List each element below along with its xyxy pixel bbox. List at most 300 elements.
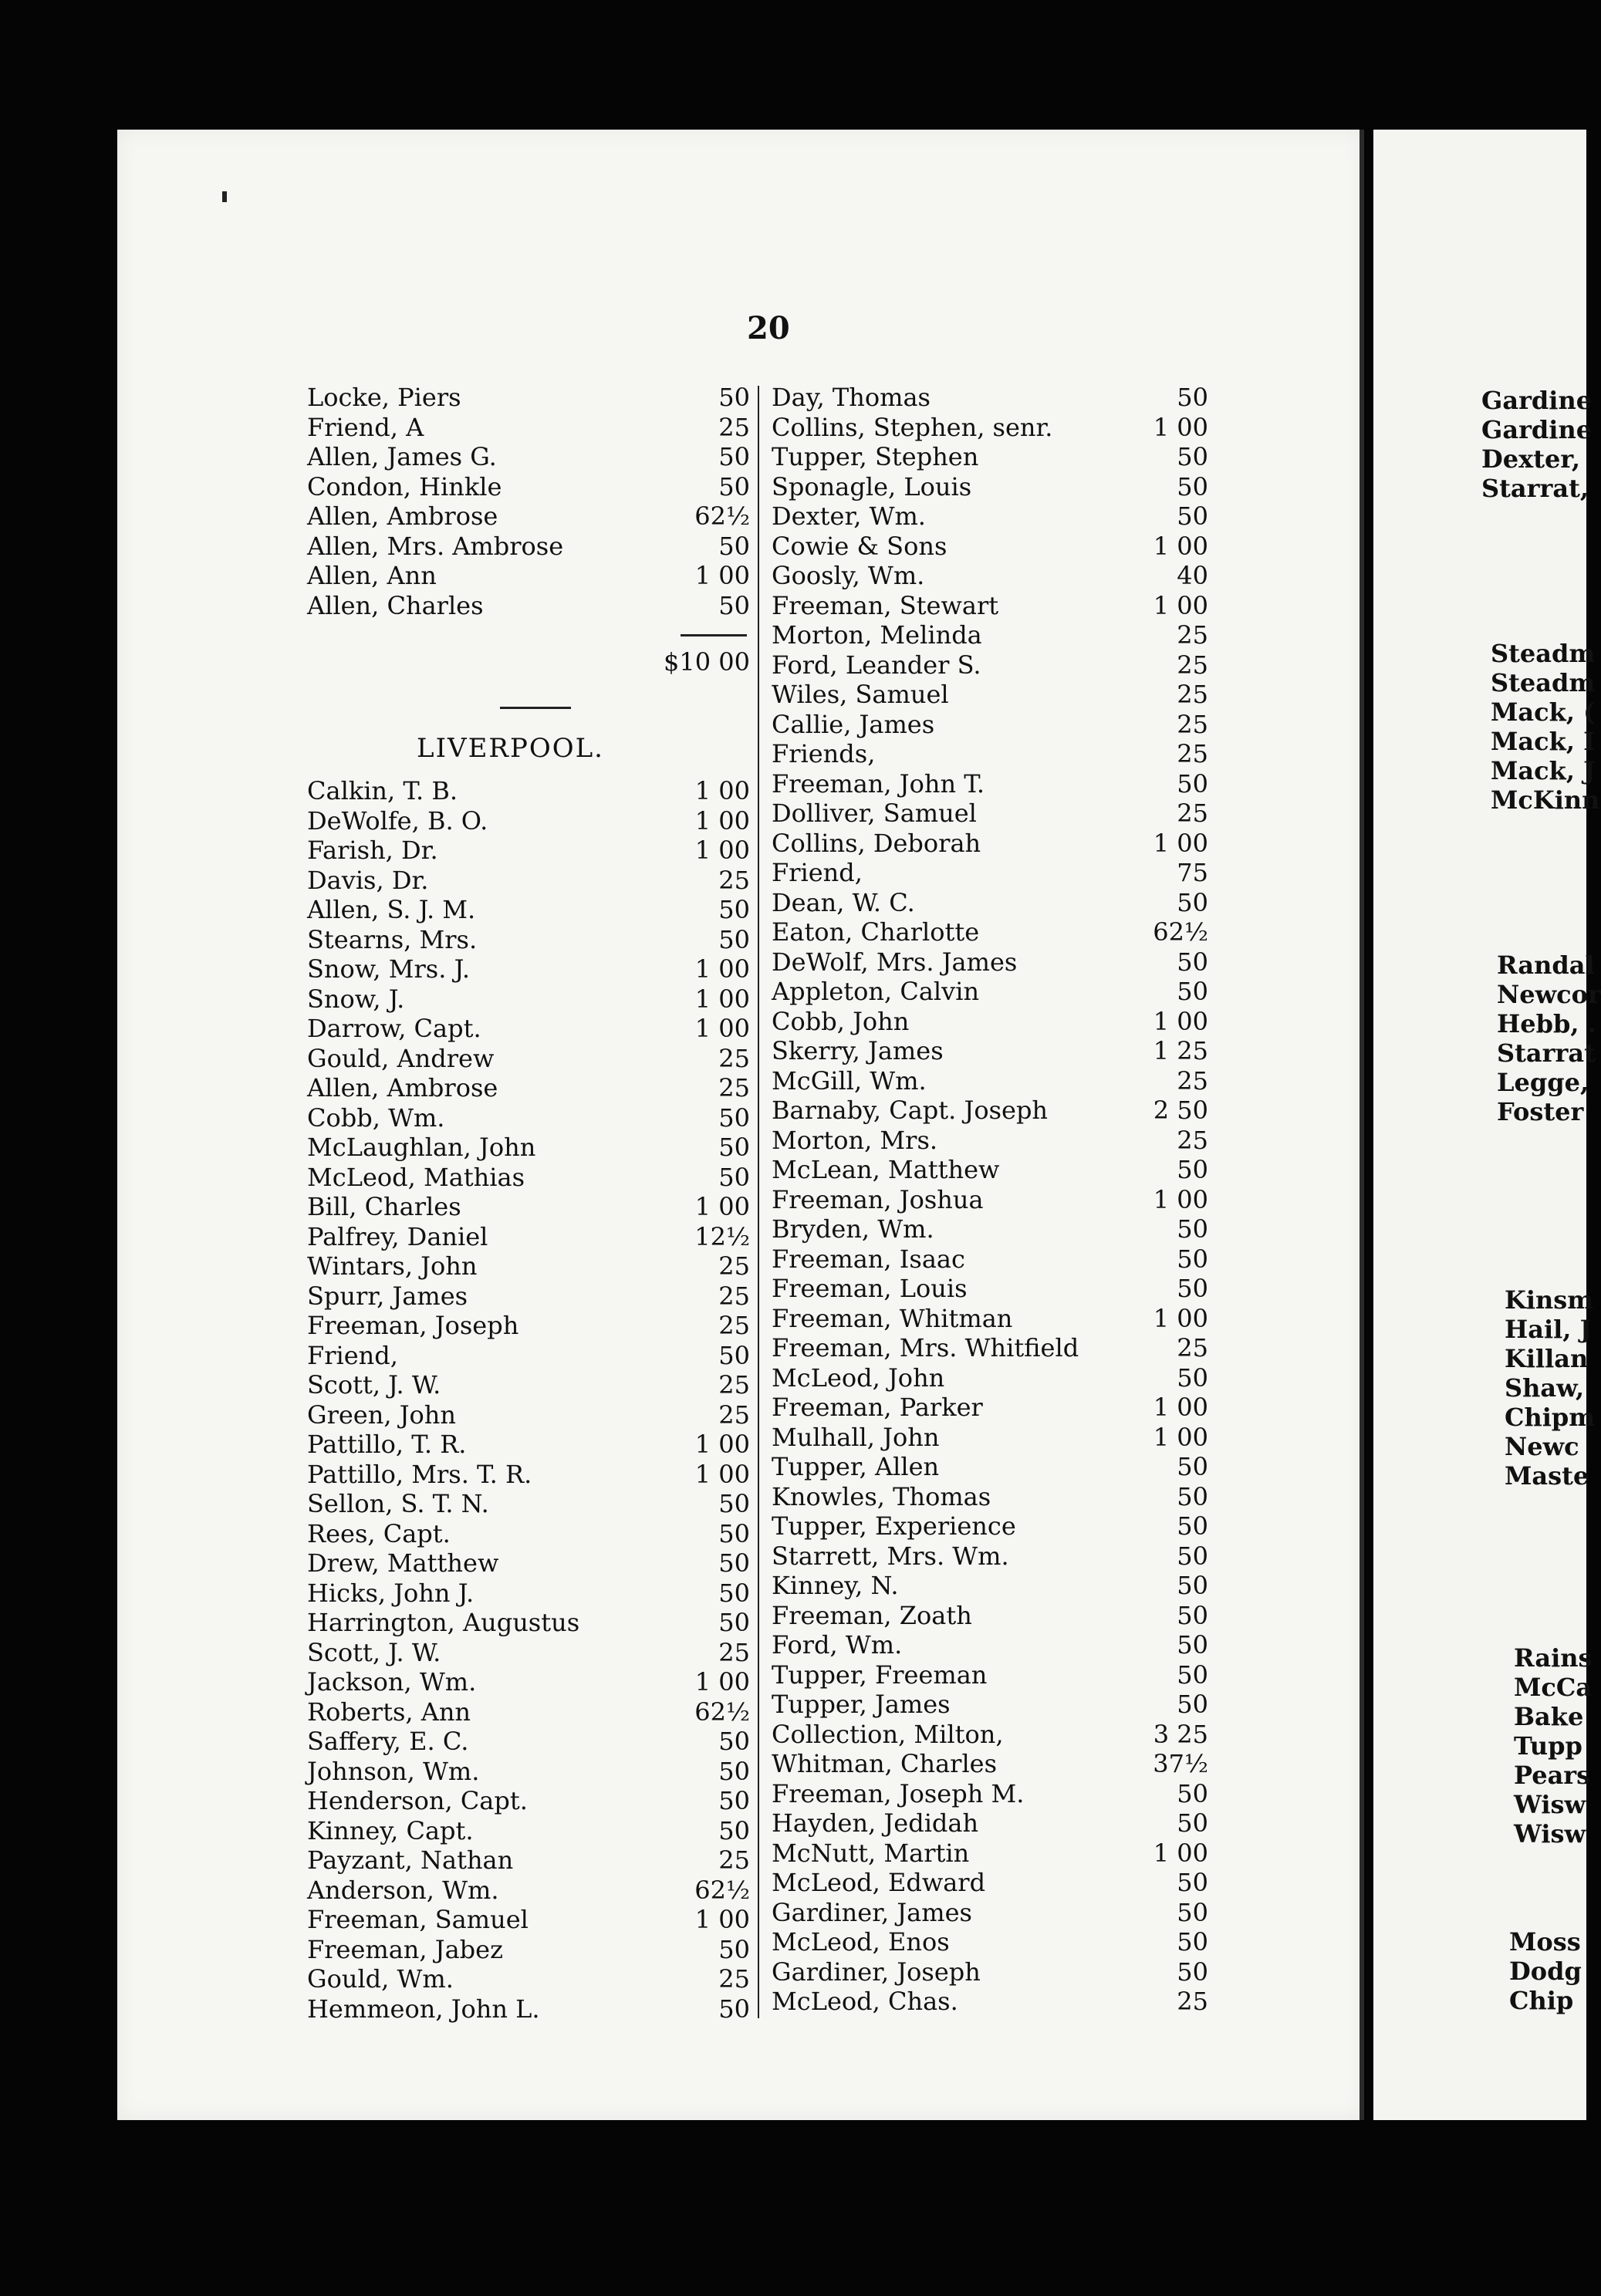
entry-name: Morton, Melinda [772, 620, 982, 650]
entry-amount: 1 25 [1153, 1036, 1208, 1065]
entry-name: Scott, J. W. [307, 1370, 441, 1400]
entry-name: Hemmeon, John L. [307, 1994, 540, 2024]
entry-name: Rees, Capt. [307, 1518, 451, 1548]
ink-mark [222, 191, 227, 202]
right-page-entry: Tupp [1514, 1731, 1582, 1761]
list-entry [307, 1073, 750, 1102]
list-entry [772, 1126, 1208, 1155]
list-entry [772, 1749, 1208, 1778]
entry-amount: 1 00 [694, 561, 750, 590]
list-entry [307, 532, 750, 561]
list-entry [772, 710, 1208, 739]
list-entry [307, 925, 750, 954]
list-entry [307, 1727, 750, 1756]
entry-amount: 50 [1177, 1957, 1208, 1987]
entry-amount: 25 [718, 1251, 750, 1281]
entry-amount: 50 [1177, 1630, 1208, 1660]
list-entry [307, 1905, 750, 1934]
list-entry [307, 1845, 750, 1875]
entry-name: McLaughlan, John [307, 1133, 536, 1162]
list-entry [307, 1222, 750, 1251]
entry-amount: 50 [718, 442, 750, 471]
entry-name: Bryden, Wm. [772, 1214, 934, 1244]
entry-amount: 25 [718, 1043, 750, 1073]
entry-name: Freeman, Whitman [772, 1303, 1013, 1333]
entry-name: McLeod, Enos [772, 1927, 950, 1957]
entry-name: Kinney, N. [772, 1571, 899, 1600]
entry-amount: 25 [1177, 620, 1208, 650]
list-entry [772, 1333, 1208, 1362]
entry-name: Dean, W. C. [772, 887, 915, 917]
right-page-entry: Killan [1505, 1344, 1589, 1373]
list-entry [307, 1103, 750, 1133]
entry-amount: 1 00 [1153, 1838, 1208, 1868]
entry-name: Palfrey, Daniel [307, 1221, 488, 1251]
right-page-entry: Dodg [1509, 1957, 1582, 1986]
entry-name: Knowles, Thomas [772, 1481, 991, 1511]
entry-amount: 1 00 [694, 776, 750, 805]
list-entry [307, 1341, 750, 1370]
entry-amount: 25 [718, 1311, 750, 1340]
list-entry [307, 1964, 750, 1994]
entry-name: Allen, Mrs. Ambrose [307, 531, 564, 561]
list-entry [772, 383, 1208, 412]
entry-amount: 25 [718, 1370, 750, 1400]
list-entry [307, 1192, 750, 1221]
entry-name: Davis, Dr. [307, 865, 429, 895]
entry-amount: 50 [718, 924, 750, 954]
entry-amount: 50 [1177, 442, 1208, 471]
list-entry [307, 1757, 750, 1786]
list-entry [307, 413, 750, 442]
list-entry [772, 1779, 1208, 1808]
entry-amount: 50 [1177, 1244, 1208, 1274]
entry-amount: 50 [718, 383, 750, 412]
entry-name: Ford, Leander S. [772, 650, 981, 680]
right-page-entry: Wisw [1514, 1819, 1586, 1849]
entry-amount: 37½ [1153, 1749, 1208, 1778]
entry-name: Sponagle, Louis [772, 471, 972, 501]
entry-amount: 50 [718, 1102, 750, 1133]
entry-name: McLeod, Mathias [307, 1162, 525, 1192]
list-entry [307, 1578, 750, 1608]
entry-amount: 62½ [1153, 917, 1208, 947]
entry-name: McNutt, Martin [772, 1838, 970, 1868]
right-page-entry: Hail, J [1505, 1315, 1592, 1344]
list-entry [307, 1370, 750, 1400]
entry-amount: 1 00 [1153, 1303, 1208, 1333]
entry-amount: 1 00 [1153, 1006, 1208, 1036]
list-entry [307, 1697, 750, 1727]
entry-name: Collection, Milton, [772, 1719, 1004, 1749]
list-entry [772, 1898, 1208, 1927]
right-page-entry: Bake [1514, 1702, 1584, 1731]
entry-amount: 50 [1177, 1868, 1208, 1897]
list-entry [772, 1036, 1208, 1065]
right-page-entry: McCa [1514, 1673, 1593, 1702]
entry-name: Saffery, E. C. [307, 1727, 469, 1756]
list-entry [307, 1786, 750, 1815]
entry-name: Gould, Wm. [307, 1964, 454, 1994]
entry-name: Snow, J. [307, 984, 405, 1014]
entry-name: Johnson, Wm. [307, 1756, 480, 1786]
entry-name: Wiles, Samuel [772, 680, 949, 709]
list-entry [307, 866, 750, 895]
entry-amount: 50 [718, 1578, 750, 1608]
list-entry [772, 1066, 1208, 1096]
right-page-entry: Gardine [1481, 415, 1593, 444]
entry-name: Freeman, Mrs. Whitfield [772, 1333, 1079, 1362]
list-entry [772, 591, 1208, 620]
entry-amount: 50 [1177, 1362, 1208, 1393]
right-page-entry: Rains [1514, 1643, 1593, 1673]
entry-name: Cobb, Wm. [307, 1102, 445, 1133]
list-entry [307, 472, 750, 501]
list-entry [772, 680, 1208, 709]
entry-amount: 50 [1177, 501, 1208, 531]
entry-name: Friend, [772, 858, 863, 887]
list-entry [307, 1430, 750, 1459]
right-page-entry: McKinn [1491, 785, 1600, 815]
entry-name: Allen, S. J. M. [307, 895, 476, 924]
entry-name: Tupper, James [772, 1690, 951, 1719]
right-page-entry: Mack, ( [1491, 697, 1596, 727]
entry-amount: 50 [718, 1994, 750, 2024]
entry-name: Freeman, Stewart [772, 590, 999, 620]
entry-amount: 3 25 [1153, 1719, 1208, 1749]
entry-name: McLean, Matthew [772, 1155, 1000, 1184]
list-entry [307, 1133, 750, 1162]
right-page-entry: Chip [1509, 1986, 1574, 2015]
list-entry [307, 1163, 750, 1192]
entry-name: Callie, James [772, 709, 935, 739]
list-entry [772, 1274, 1208, 1303]
entry-amount: 50 [718, 1133, 750, 1162]
entry-amount: 25 [718, 1637, 750, 1667]
entry-amount: 1 00 [1153, 828, 1208, 858]
entry-amount: 50 [1177, 1481, 1208, 1511]
list-entry [307, 591, 750, 620]
list-entry [772, 829, 1208, 858]
entry-amount: 50 [718, 1548, 750, 1578]
entry-name: DeWolfe, B. O. [307, 805, 488, 836]
entry-name: Ford, Wm. [772, 1630, 903, 1660]
entry-name: McLeod, Chas. [772, 1987, 958, 2016]
list-entry [307, 1667, 750, 1697]
list-entry [772, 1393, 1208, 1422]
entry-amount: 50 [1177, 1897, 1208, 1927]
list-entry [307, 1460, 750, 1489]
total-rule [681, 634, 747, 636]
entry-amount: 1 00 [1153, 590, 1208, 620]
list-entry [772, 858, 1208, 887]
list-entry [772, 1957, 1208, 1987]
list-entry [307, 984, 750, 1014]
entry-name: Sellon, S. T. N. [307, 1489, 489, 1518]
entry-name: Anderson, Wm. [307, 1875, 499, 1905]
list-entry [772, 1571, 1208, 1600]
list-entry [307, 561, 750, 590]
entry-name: Dolliver, Samuel [772, 799, 977, 828]
entry-amount: 50 [1177, 977, 1208, 1006]
entry-name: DeWolf, Mrs. James [772, 947, 1018, 977]
right-page-entry: Hebb, . [1497, 1009, 1596, 1038]
right-page-entry: Starrat [1497, 1038, 1596, 1068]
entry-amount: 62½ [694, 1875, 750, 1905]
entry-amount: 50 [1177, 1274, 1208, 1303]
entry-name: Friend, A [307, 412, 424, 442]
right-page-entry: Newcor [1497, 980, 1601, 1009]
entry-name: Henderson, Capt. [307, 1786, 528, 1815]
right-page-entry: Mack, I [1491, 727, 1596, 756]
entry-amount: 50 [1177, 768, 1208, 799]
list-entry [772, 1452, 1208, 1481]
entry-amount: 50 [718, 1489, 750, 1518]
right-page-entry: Steadm [1491, 639, 1596, 668]
entry-amount: 1 00 [1153, 1393, 1208, 1422]
entry-amount: 25 [1177, 1987, 1208, 2016]
entry-name: McLeod, Edward [772, 1868, 986, 1897]
list-entry [772, 1185, 1208, 1214]
right-page-entry: Maste [1505, 1461, 1589, 1491]
list-entry [772, 1808, 1208, 1838]
entry-amount: 40 [1177, 561, 1208, 590]
entry-amount: 50 [1177, 1571, 1208, 1600]
entry-name: Condon, Hinkle [307, 471, 502, 501]
right-page-entry: Mack, J [1491, 756, 1596, 785]
list-entry [772, 1630, 1208, 1660]
entry-amount: 1 00 [694, 984, 750, 1014]
entry-name: Dexter, Wm. [772, 501, 926, 531]
list-entry [772, 1363, 1208, 1393]
entry-amount: 25 [1177, 1065, 1208, 1096]
entry-amount: 1 00 [694, 1192, 750, 1221]
entry-name: Allen, James G. [307, 442, 497, 471]
right-page-entry: Kinsm [1505, 1285, 1594, 1315]
list-entry [772, 739, 1208, 768]
entry-amount: 50 [718, 1162, 750, 1192]
list-entry [307, 1044, 750, 1073]
list-entry [772, 917, 1208, 947]
entry-name: Starrett, Mrs. Wm. [772, 1541, 1009, 1571]
entry-amount: 25 [1177, 709, 1208, 739]
entry-name: Friends, [772, 739, 876, 768]
list-entry [307, 776, 750, 805]
list-entry [772, 442, 1208, 471]
list-entry [772, 1927, 1208, 1957]
entry-amount: 62½ [694, 501, 750, 531]
entry-name: Jackson, Wm. [307, 1667, 477, 1697]
list-entry [772, 1541, 1208, 1571]
entry-name: Payzant, Nathan [307, 1845, 514, 1875]
entry-amount: 50 [1177, 1452, 1208, 1481]
list-entry [307, 1251, 750, 1281]
entry-name: Gardiner, James [772, 1897, 972, 1927]
entry-amount: 25 [1177, 1125, 1208, 1155]
list-entry [307, 1608, 750, 1637]
entry-amount: 25 [718, 1964, 750, 1994]
page-number: 20 [747, 310, 790, 346]
list-entry [772, 413, 1208, 442]
entry-amount: 50 [718, 590, 750, 620]
list-entry [772, 769, 1208, 799]
right-page-entry: Foster [1497, 1097, 1584, 1126]
entry-name: Morton, Mrs. [772, 1125, 938, 1155]
entry-amount: 50 [1177, 887, 1208, 917]
list-entry [772, 799, 1208, 828]
entry-amount: 50 [1177, 1660, 1208, 1690]
list-entry [772, 1423, 1208, 1452]
entry-amount: 1 00 [694, 954, 750, 984]
list-entry [772, 1838, 1208, 1868]
entry-amount: 25 [718, 1400, 750, 1430]
entry-name: Freeman, Jabez [307, 1934, 503, 1964]
entry-amount: 1 00 [694, 1430, 750, 1459]
entry-amount: 1 00 [694, 805, 750, 836]
list-entry [772, 532, 1208, 561]
list-entry [772, 1601, 1208, 1630]
entry-amount: 25 [718, 865, 750, 895]
entry-amount: 25 [1177, 799, 1208, 828]
entry-amount: 25 [718, 1845, 750, 1875]
entry-name: Freeman, Joseph [307, 1311, 519, 1340]
entry-amount: 1 00 [1153, 531, 1208, 561]
entry-name: Friend, [307, 1340, 398, 1370]
entry-amount: 50 [1177, 1214, 1208, 1244]
entry-amount: 50 [1177, 1808, 1208, 1838]
list-entry [307, 1935, 750, 1964]
entry-name: Eaton, Charlotte [772, 917, 980, 947]
list-entry [772, 1096, 1208, 1125]
right-page-entry: Shaw, [1505, 1373, 1585, 1403]
right-page-entry: Moss [1509, 1927, 1581, 1957]
entry-amount: 50 [1177, 1600, 1208, 1630]
entry-name: Green, John [307, 1400, 456, 1430]
right-page-entry: Newc [1505, 1432, 1579, 1461]
entry-amount: 50 [718, 895, 750, 924]
list-entry [772, 472, 1208, 501]
entry-amount: 1 00 [694, 1905, 750, 1934]
list-entry [772, 1482, 1208, 1511]
list-entry [772, 620, 1208, 650]
entry-name: Snow, Mrs. J. [307, 954, 471, 984]
entry-name: Skerry, James [772, 1036, 944, 1065]
entry-name: Freeman, Joseph M. [772, 1778, 1025, 1808]
entry-name: Harrington, Augustus [307, 1608, 580, 1637]
list-entry [307, 1816, 750, 1845]
entry-name: Farish, Dr. [307, 836, 438, 865]
list-entry [307, 501, 750, 531]
entry-amount: 50 [718, 531, 750, 561]
entry-amount: 50 [718, 1608, 750, 1637]
entry-amount: 50 [1177, 383, 1208, 412]
list-entry [307, 1281, 750, 1311]
entry-name: McGill, Wm. [772, 1065, 927, 1096]
entry-amount: 25 [718, 1281, 750, 1311]
entry-amount: 25 [718, 1073, 750, 1102]
entry-name: Tupper, Allen [772, 1452, 940, 1481]
list-entry [772, 1007, 1208, 1036]
list-entry [307, 1400, 750, 1430]
entry-amount: 50 [718, 1340, 750, 1370]
entry-name: Calkin, T. B. [307, 776, 458, 805]
list-entry [772, 888, 1208, 917]
list-entry [307, 954, 750, 984]
entry-name: Whitman, Charles [772, 1749, 998, 1778]
entry-name: Gardiner, Joseph [772, 1957, 981, 1987]
entry-amount: 1 00 [1153, 1184, 1208, 1214]
entry-name: Freeman, Samuel [307, 1905, 529, 1934]
section-title: LIVERPOOL. [417, 733, 604, 764]
entry-amount: 50 [718, 1727, 750, 1756]
list-entry [772, 1690, 1208, 1719]
list-entry [772, 1660, 1208, 1690]
entry-name: Allen, Ann [307, 561, 437, 590]
entry-name: Collins, Stephen, senr. [772, 412, 1053, 442]
total-amount: $10 00 [664, 647, 750, 677]
list-entry [772, 561, 1208, 590]
list-entry [307, 1489, 750, 1518]
entry-name: Mulhall, John [772, 1422, 940, 1452]
list-entry [772, 977, 1208, 1006]
entry-name: Roberts, Ann [307, 1697, 471, 1727]
right-page-entry: Legge, [1497, 1068, 1589, 1097]
right-page-entry: Randal [1497, 950, 1595, 980]
list-entry [307, 1548, 750, 1578]
entry-amount: 25 [1177, 1333, 1208, 1362]
entry-name: Hayden, Jedidah [772, 1808, 979, 1838]
entry-name: Stearns, Mrs. [307, 924, 478, 954]
section-rule [500, 707, 571, 709]
entry-name: McLeod, John [772, 1362, 945, 1393]
column-divider [758, 386, 759, 2018]
entry-amount: 1 00 [694, 836, 750, 865]
entry-name: Freeman, Louis [772, 1274, 968, 1303]
list-entry [772, 1155, 1208, 1184]
entry-name: Collins, Deborah [772, 828, 981, 858]
entry-name: Freeman, Parker [772, 1393, 983, 1422]
entry-name: Cowie & Sons [772, 531, 947, 561]
entry-amount: 25 [718, 412, 750, 442]
list-entry [772, 501, 1208, 531]
right-page-entry: Gardine [1481, 386, 1593, 415]
list-entry [307, 1994, 750, 2024]
entry-amount: 1 00 [694, 1667, 750, 1697]
entry-name: Freeman, Isaac [772, 1244, 965, 1274]
entry-amount: 50 [718, 1518, 750, 1548]
entry-name: Kinney, Capt. [307, 1815, 474, 1845]
entry-name: Tupper, Experience [772, 1511, 1016, 1541]
entry-name: Hicks, John J. [307, 1578, 475, 1608]
entry-amount: 50 [1177, 1541, 1208, 1571]
entry-name: Bill, Charles [307, 1192, 461, 1221]
list-entry [772, 1511, 1208, 1541]
list-entry [307, 383, 750, 412]
entry-amount: 62½ [694, 1697, 750, 1727]
entry-name: Darrow, Capt. [307, 1014, 481, 1043]
right-page-entry: Starrat, [1481, 474, 1589, 503]
entry-amount: 50 [1177, 471, 1208, 501]
list-entry [772, 1987, 1208, 2016]
entry-amount: 1 00 [1153, 412, 1208, 442]
entry-name: Allen, Charles [307, 590, 484, 620]
right-page-entry: Dexter, [1481, 444, 1580, 474]
entry-name: Allen, Ambrose [307, 1073, 498, 1102]
entry-name: Tupper, Freeman [772, 1660, 988, 1690]
entry-name: Cobb, John [772, 1006, 910, 1036]
entry-amount: 12½ [694, 1221, 750, 1251]
list-entry [307, 1638, 750, 1667]
